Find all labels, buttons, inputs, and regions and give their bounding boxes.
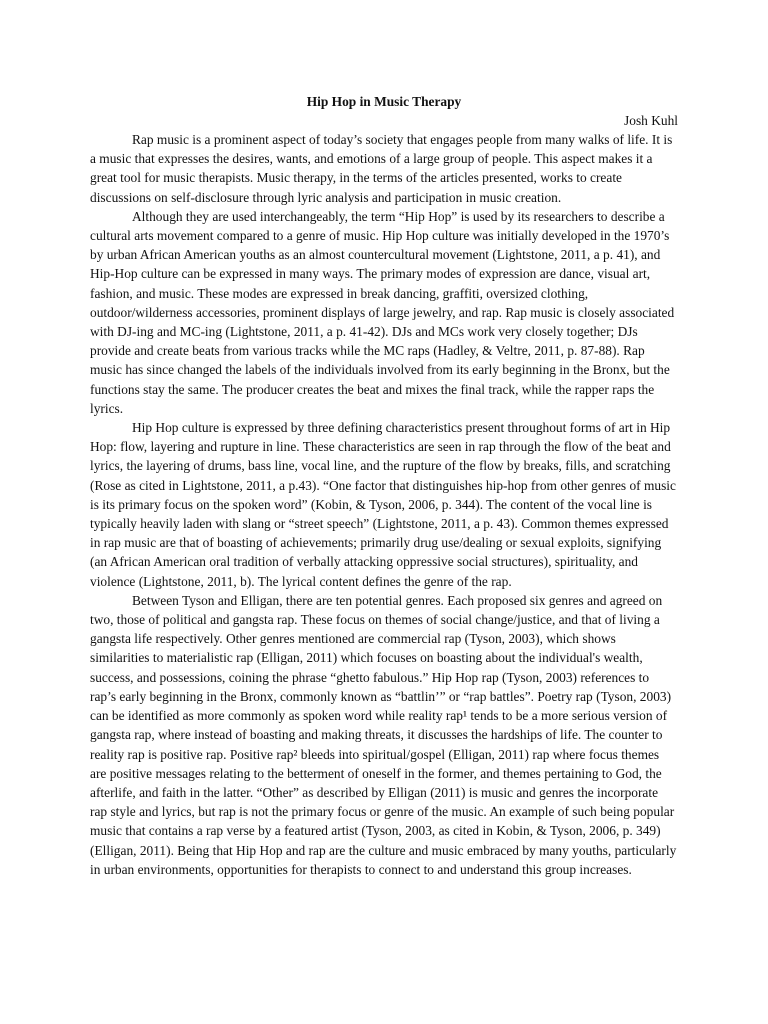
paragraph-intro: Rap music is a prominent aspect of today’s society that engages people from many walks of life. It is a music that expresses the desires, wants, and emotions of a large group of people. This aspect makes it a great tool for music therapists. Music therapy, in the terms of the articles presented, works to create discussions on self-disclosure through lyric analysis and participation in music creation.: [90, 132, 673, 205]
paragraph-genres: Between Tyson and Elligan, there are ten potential genres. Each proposed six genres and agreed on two, those of political and gangsta rap. These focus on themes of social change/justice, and that of living a gangsta life respectively. Other genres mentioned are commercial rap (Tyson, 2003), which shows similarities to materialistic rap (Elligan, 2011) which focuses on boasting about the individual's wealth, success, and possessions, coining the phrase “ghetto fabulous.” Hip Hop rap (Tyson, 2003) references to rap’s early beginning in the Bronx, commonly known as “battlin’” or “rap battles”. Poetry rap (Tyson, 2003) can be identified as more commonly as spoken word while reality rap¹ tends to be a more serious version of gangsta rap, where instead of boasting and making threats, it discusses the hardships of life. The counter to reality rap is positive rap. Positive rap² bleeds into spiritual/gospel (Elligan, 2011) rap where focus themes are positive messages relating to the betterment of oneself in the former, and themes pertaining to God, the afterlife, and faith in the latter. “Other” as described by Elligan (2011) is music and genres the incorporate rap style and lyrics, but rap is not the primary focus or genre of the music. An example of such being popular music that contains a rap verse by a featured artist (Tyson, 2003, as cited in Kobin, & Tyson, 2006, p. 349) (Elligan, 2011). Being that Hip Hop and rap are the culture and music embraced by many youths, particularly in urban environments, opportunities for therapists to connect to and understand this group increases.: [90, 592, 677, 877]
paragraph-characteristics: Hip Hop culture is expressed by three defining characteristics present throughout forms of art in Hip Hop: flow, layering and rupture in line. These characteristics are seen in rap through the flow of the beat and lyrics, the layering of drums, bass line, vocal line, and the rupture of the flow by breaks, fills, and scratching (Rose as cited in Lightstone, 2011, a p.43). “One factor that distinguishes hip-hop from other genres of music is its primary focus on the spoken word” (Kobin, & Tyson, 2006, p. 344). The content of the vocal line is typically heavily laden with slang or “street speech” (Lightstone, 2011, a p. 43). Common themes expressed in rap music are that of boasting of achievements; primarily drug use/dealing or sexual exploits, signifying (an African American oral tradition of verbally attacking oppressive social structures), spirituality, and violence (Lightstone, 2011, b). The lyrical content defines the genre of the rap.: [90, 420, 676, 589]
document-page: [90, 92, 678, 879]
document-title: Hip Hop in Music Therapy: [306, 94, 462, 109]
document-author: Josh Kuhl: [624, 113, 678, 128]
paragraph-hip-hop-culture: Although they are used interchangeably, the term “Hip Hop” is used by its researchers to describe a cultural arts movement compared to a genre of music. Hip Hop culture was initially developed in the 1970’s by urban African American youths as an almost countercultural movement (Lightstone, 2011, a p. 41), and Hip-Hop culture can be expressed in many ways. The primary modes of expression are dance, visual art, fashion, and music. These modes are expressed in break dancing, graffiti, oversized clothing, outdoor/wilderness accessories, prominent displays of large jewelry, and rap. Rap music is closely associated with DJ-ing and MC-ing (Lightstone, 2011, a p. 41-42). DJs and MCs work very closely together; DJs provide and create beats from various tracks while the MC raps (Hadley, & Veltre, 2011, p. 87-88). Rap music has since changed the labels of the individuals involved from its early beginning in the Bronx, but the functions stay the same. The producer creates the beat and mixes the final track, while the rapper raps the lyrics.: [90, 208, 675, 416]
